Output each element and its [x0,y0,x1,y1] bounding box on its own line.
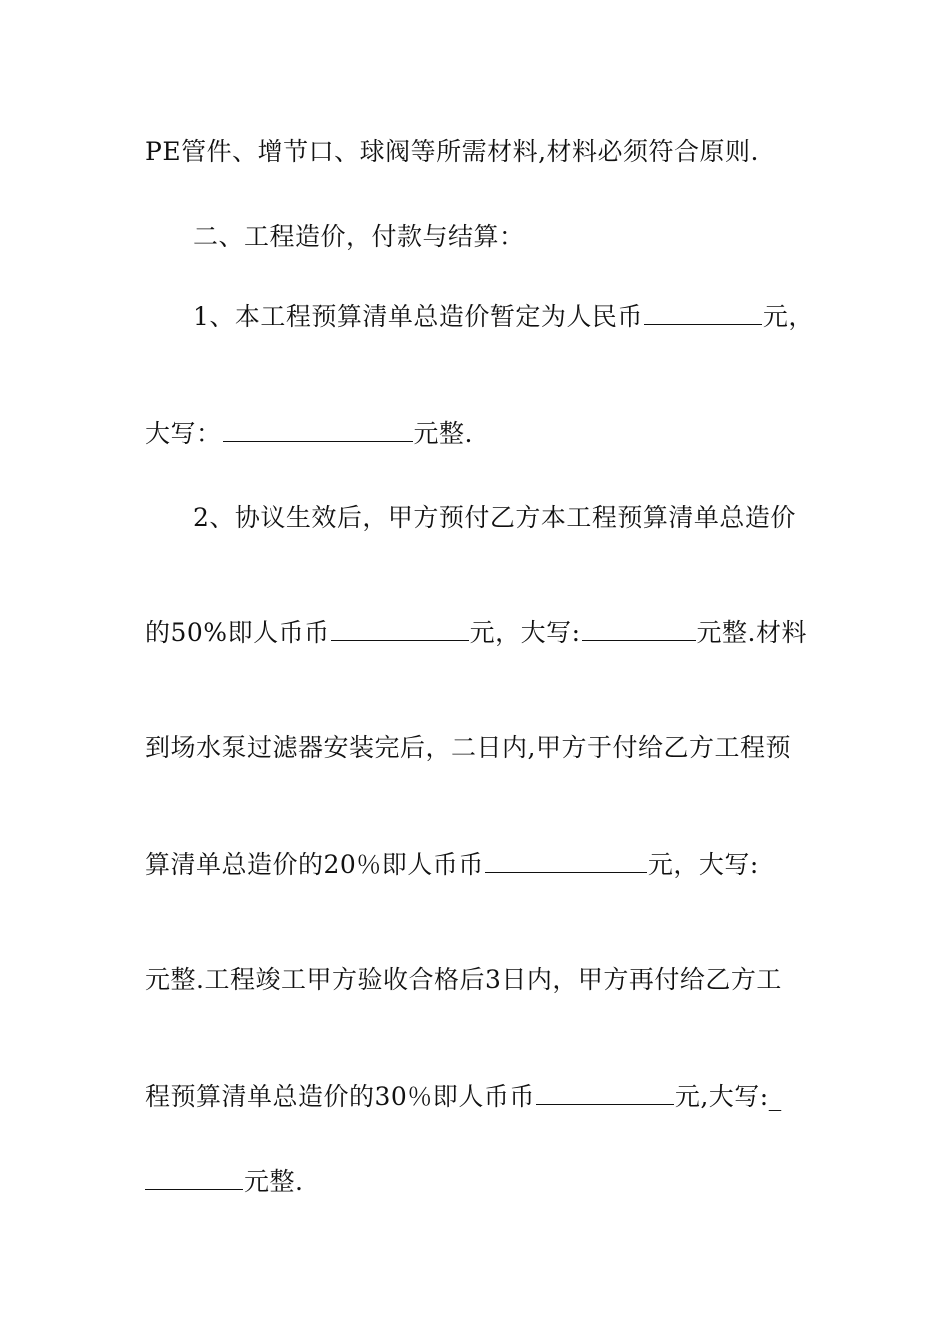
clause-1-line [193,302,814,332]
text-segment: 元,大写:_ [674,1082,782,1111]
text-segment: 元， [762,302,814,331]
fill-in-blank [485,850,647,873]
clause-2-line-6 [145,1082,782,1112]
text-segment: 元，大写: [647,850,759,879]
text-segment: 二、工程造价，付款与结算： [193,222,525,251]
clause-2-line-7 [145,1167,303,1197]
text-segment: 元整.材料 [696,618,807,647]
fill-in-blank [145,1167,243,1190]
section-heading-cost-payment [193,222,525,252]
clause-2-line-2 [145,618,807,648]
text-segment: 元整.工程竣工甲方验收合格后3日内，甲方再付给乙方工 [145,965,782,994]
text-segment: 2、协议生效后，甲方预付乙方本工程预算清单总造价 [193,503,796,532]
text-segment: PE管件、增节口、球阀等所需材料,材料必须符合原则. [145,137,759,166]
clause-1-amount-in-words [145,419,473,449]
text-segment: 算清单总造价的20％即人币币 [145,850,484,879]
fill-in-blank [536,1082,674,1105]
clause-2-line-4 [145,850,759,880]
text-segment: 1、本工程预算清单总造价暂定为人民币 [193,302,643,331]
clause-2-line-1 [193,503,796,533]
text-segment: 的50%即人币币 [145,618,330,647]
fill-in-blank [582,618,696,641]
fill-in-blank [331,618,469,641]
text-segment: 到场水泵过滤器安装完后，二日内,甲方于付给乙方工程预 [145,733,791,762]
fill-in-blank [223,419,413,442]
clause-2-line-3 [145,733,791,763]
fill-in-blank [644,302,762,325]
text-segment: 元整. [244,1167,304,1196]
text-segment: 程预算清单总造价的30％即人币币 [145,1082,535,1111]
text-segment: 元，大写: [469,618,581,647]
text-segment: 元整. [413,419,473,448]
text-segment: 大写： [145,419,222,448]
text-line-materials [145,137,759,167]
clause-2-line-5 [145,965,782,995]
